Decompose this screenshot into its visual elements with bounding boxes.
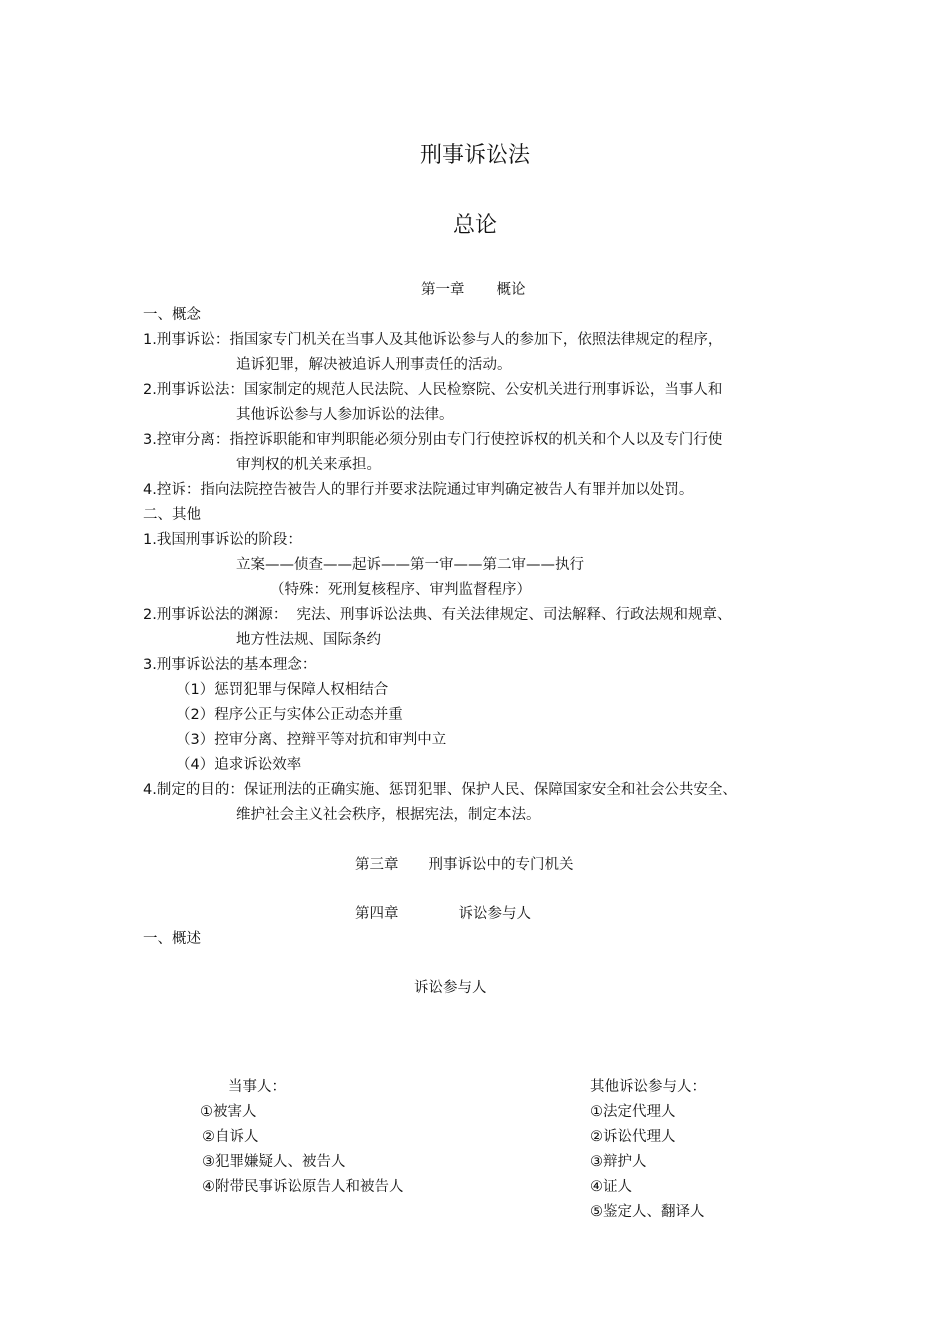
purpose-line2: 维护社会主义社会秩序，根据宪法，制定本法。 [236, 807, 541, 823]
concept-3-line2: 审判权的机关来承担。 [236, 457, 381, 473]
other-participant-item: ③辩护人 [590, 1154, 647, 1170]
concept-1-line2: 追诉犯罪，解决被追诉人刑事责任的活动。 [236, 357, 512, 373]
other-participant-item: ⑤鉴定人、翻译人 [590, 1204, 705, 1220]
document-subtitle: 总论 [452, 213, 497, 238]
concept-1-line1: 1.刑事诉讼：指国家专门机关在当事人及其他诉讼参与人的参加下，依照法律规定的程序， [143, 332, 723, 348]
concept-2-line2: 其他诉讼参与人参加诉讼的法律。 [236, 407, 454, 423]
party-item: ③犯罪嫌疑人、被告人 [202, 1154, 346, 1170]
party-item: ④附带民事诉讼原告人和被告人 [202, 1179, 404, 1195]
section-others: 二、其他 [143, 507, 201, 523]
principle-item: （1）惩罚犯罪与保障人权相结合 [176, 682, 389, 698]
chapter4-name: 诉讼参与人 [458, 906, 531, 922]
principle-item: （2）程序公正与实体公正动态并重 [176, 707, 403, 723]
stages-label: 1.我国刑事诉讼的阶段： [143, 532, 302, 548]
purpose-line1: 4.制定的目的：保证刑法的正确实施、惩罚犯罪、保护人民、保障国家安全和社会公共安全、 [143, 782, 737, 798]
sources-line2: 地方性法规、国际条约 [236, 632, 381, 648]
chapter1-number: 第一章 [421, 282, 465, 298]
section-concepts: 一、概念 [143, 307, 201, 323]
chapter3-heading [355, 853, 574, 878]
other-participant-item: ①法定代理人 [590, 1104, 676, 1120]
principle-item: （3）控审分离、控辩平等对抗和审判中立 [176, 732, 447, 748]
principle-item: （4）追求诉讼效率 [176, 757, 302, 773]
section-overview: 一、概述 [143, 931, 201, 947]
chapter3-name: 刑事诉讼中的专门机关 [428, 857, 574, 873]
stages-flow: 立案——侦查——起诉——第一审——第二审——执行 [236, 557, 584, 573]
chapter1-name: 概论 [496, 282, 526, 298]
diagram-title: 诉讼参与人 [414, 980, 487, 996]
chapter4-number: 第四章 [355, 906, 399, 922]
chapter1-heading [421, 278, 526, 303]
sources-line1: 2.刑事诉讼法的渊源： 宪法、刑事诉讼法典、有关法律规定、司法解释、行政法规和规章、 [143, 607, 732, 623]
document-title: 刑事诉讼法 [419, 143, 530, 168]
concept-3-line1: 3.控审分离：指控诉职能和审判职能必须分别由专门行使控诉权的机关和个人以及专门行使 [143, 432, 723, 448]
others-heading: 其他诉讼参与人： [590, 1079, 706, 1095]
concept-4: 4.控诉：指向法院控告被告人的罪行并要求法院通过审判确定被告人有罪并加以处罚。 [143, 482, 694, 498]
other-participant-item: ②诉讼代理人 [590, 1129, 676, 1145]
chapter3-number: 第三章 [355, 857, 399, 873]
party-item: ①被害人 [200, 1104, 257, 1120]
party-item: ②自诉人 [202, 1129, 259, 1145]
concept-2-line1: 2.刑事诉讼法：国家制定的规范人民法院、人民检察院、公安机关进行刑事诉讼，当事人和 [143, 382, 723, 398]
principles-label: 3.刑事诉讼法的基本理念： [143, 657, 317, 673]
other-participant-item: ④证人 [590, 1179, 632, 1195]
chapter4-heading [355, 902, 531, 927]
parties-heading: 当事人： [228, 1079, 286, 1095]
stages-special: （特殊：死刑复核程序、审判监督程序） [270, 582, 531, 598]
